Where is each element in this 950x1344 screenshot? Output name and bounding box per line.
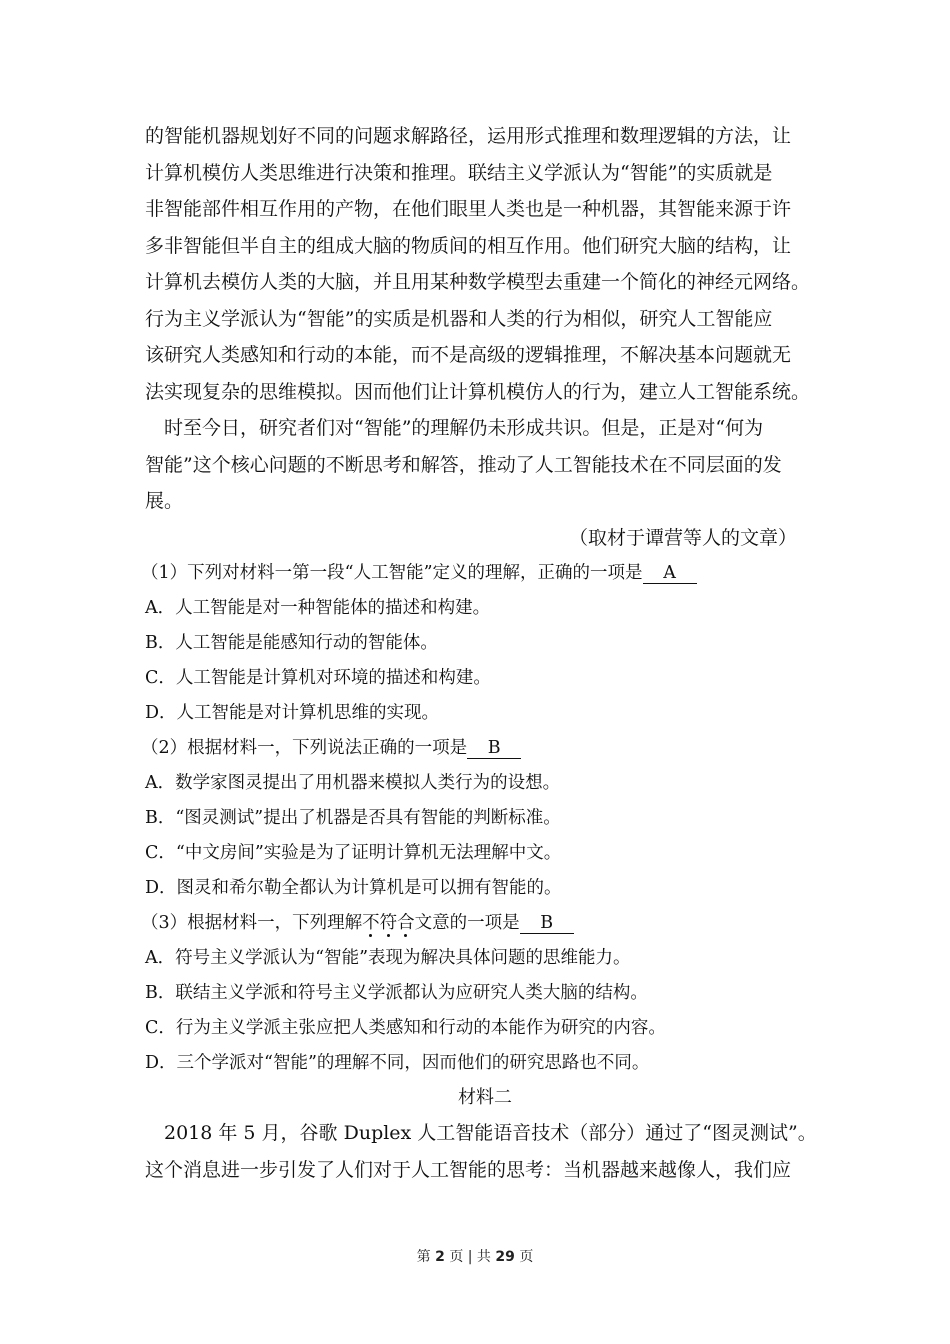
option-d: D．图灵和希尔勒全都认为计算机是可以拥有智能的。 bbox=[145, 878, 562, 898]
option-b: B．联结主义学派和符号主义学派都认为应研究人类大脑的结构。 bbox=[145, 983, 648, 1003]
emphasis-char: 符 bbox=[379, 913, 398, 933]
option-b: B．“图灵测试”提出了机器是否具有智能的判断标准。 bbox=[145, 808, 561, 828]
paragraph-1 bbox=[145, 118, 825, 410]
option-c: C．“中文房间”实验是为了证明计算机无法理解中文。 bbox=[145, 843, 562, 863]
question-stem-text: （3）根据材料一，下列理解 bbox=[141, 913, 363, 933]
text-line: 计算机去模仿人类的大脑，并且用某种数学模型去重建一个简化的神经元网络。 bbox=[145, 271, 811, 293]
footer-suffix: 页 bbox=[519, 1249, 534, 1265]
footer-prefix: 第 bbox=[416, 1249, 431, 1265]
question-stem bbox=[141, 556, 825, 591]
text-line: 时至今日，研究者们对“智能”的理解仍未形成共识。但是，正是对“何为 bbox=[164, 417, 764, 439]
text-line: 行为主义学派认为“智能”的实质是机器和人类的行为相似，研究人工智能应 bbox=[145, 307, 773, 330]
text-line: 该研究人类感知和行动的本能，而不是高级的逻辑推理，不解决基本问题就无 bbox=[145, 344, 792, 366]
footer-total-pages: 29 bbox=[495, 1249, 515, 1265]
option-a: A．数学家图灵提出了用机器来模拟人类行为的设想。 bbox=[145, 773, 561, 793]
question-stem-text: （1）下列对材料一第一段“人工智能”定义的理解，正确的一项是 bbox=[141, 563, 643, 583]
answer-blank: B bbox=[520, 913, 574, 934]
page-footer bbox=[0, 1246, 950, 1266]
source-citation: （取材于谭营等人的文章） bbox=[568, 526, 797, 549]
document-page bbox=[141, 118, 825, 1188]
option-d: D．人工智能是对计算机思维的实现。 bbox=[145, 703, 440, 723]
section-title-material-2: 材料二 bbox=[458, 1087, 512, 1108]
question-stem bbox=[141, 906, 825, 941]
question-2 bbox=[141, 731, 825, 906]
text-line: 的智能机器规划好不同的问题求解路径，运用形式推理和数理逻辑的方法，让 bbox=[145, 125, 792, 147]
material-2-paragraph bbox=[145, 1115, 825, 1188]
emphasis-char: 合 bbox=[397, 913, 415, 933]
question-stem bbox=[141, 731, 825, 766]
text-line: 2018 年 5 月，谷歌 Duplex 人工智能语音技术（部分）通过了“图灵测试”。 bbox=[164, 1122, 817, 1144]
question-stem-text: （2）根据材料一，下列说法正确的一项是 bbox=[141, 738, 468, 758]
text-line: 非智能部件相互作用的产物，在他们眼里人类也是一种机器，其智能来源于许 bbox=[145, 198, 792, 220]
text-line: 法实现复杂的思维模拟。因而他们让计算机模仿人的行为，建立人工智能系统。 bbox=[145, 380, 811, 403]
option-a: A．符号主义学派认为“智能”表现为解决具体问题的思维能力。 bbox=[145, 948, 631, 968]
option-a: A．人工智能是对一种智能体的描述和构建。 bbox=[145, 598, 491, 618]
footer-mid: 页 | 共 bbox=[449, 1249, 491, 1265]
answer-blank: B bbox=[467, 738, 521, 759]
paragraph-2 bbox=[145, 410, 825, 520]
answer-blank: A bbox=[643, 563, 697, 584]
option-c: C．人工智能是计算机对环境的描述和构建。 bbox=[145, 668, 491, 688]
text-line: 这个消息进一步引发了人们对于人工智能的思考：当机器越来越像人，我们应 bbox=[145, 1158, 792, 1181]
text-line: 多非智能但半自主的组成大脑的物质间的相互作用。他们研究大脑的结构，让 bbox=[145, 234, 792, 257]
emphasis-char: 不 bbox=[362, 913, 380, 933]
text-line: 展。 bbox=[145, 490, 184, 512]
text-line: 智能”这个核心问题的不断思考和解答，推动了人工智能技术在不同层面的发 bbox=[145, 453, 782, 476]
footer-page-number: 2 bbox=[435, 1249, 445, 1265]
option-b: B．人工智能是能感知行动的智能体。 bbox=[145, 633, 438, 653]
option-c: C．行为主义学派主张应把人类感知和行动的本能作为研究的内容。 bbox=[145, 1018, 666, 1038]
option-d: D．三个学派对“智能”的理解不同，因而他们的研究思路也不同。 bbox=[145, 1053, 650, 1073]
text-line: 计算机模仿人类思维进行决策和推理。联结主义学派认为“智能”的实质就是 bbox=[145, 161, 773, 184]
question-1 bbox=[141, 556, 825, 731]
question-3 bbox=[141, 906, 825, 1081]
question-stem-text: 文意的一项是 bbox=[414, 913, 520, 933]
